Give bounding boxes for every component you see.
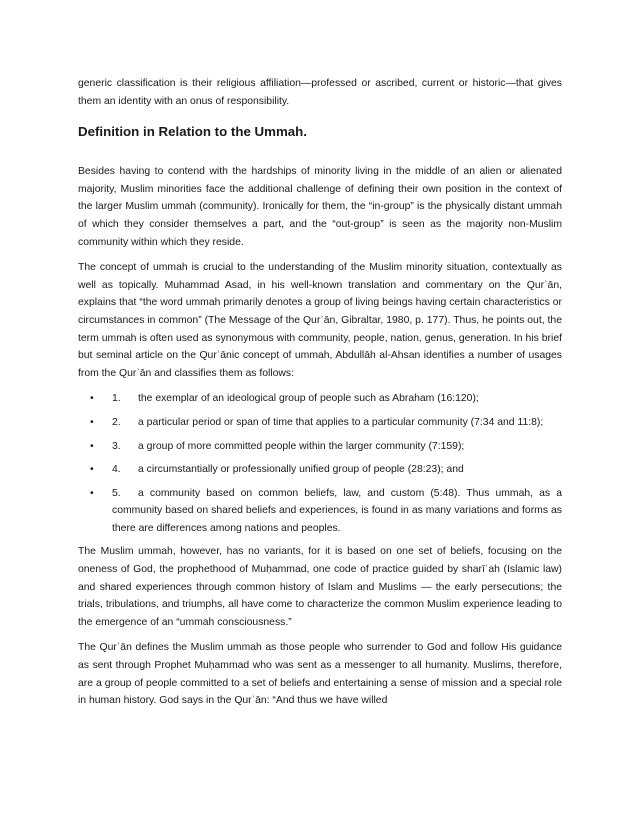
bullet-icon: • (90, 464, 94, 476)
list-item-number: 4. (112, 464, 121, 476)
list-item-number: 5. (112, 487, 121, 499)
list-item (78, 485, 562, 538)
list-item-number: 3. (112, 440, 121, 452)
document-page (78, 75, 562, 718)
intro-paragraph: generic classification is their religious affiliation—professed or ascribed, current or historic—that gives them an identity with an onus of responsibility. (78, 78, 562, 107)
usages-list (78, 390, 562, 537)
list-item-text: a group of more committed people within the larger community (7:159); (138, 440, 465, 452)
bullet-icon: • (90, 393, 94, 405)
bullet-icon: • (90, 487, 94, 499)
list-item (78, 414, 562, 432)
list-item-text: the exemplar of an ideological group of people such as Abraham (16:120); (138, 393, 479, 405)
paragraph-minority-challenge: Besides having to contend with the hardships of minority living in the middle of an alien or alienated majority, Muslim minorities face the additional challenge of defining their own position in the context of the larger Muslim ummah (community). Ironically for them, the “in-group” is the physically distant ummah of which they consider themselves a part, and the “out-group” is seen as the majority non-Muslim community within which they reside. (78, 166, 562, 248)
list-item-text: a particular period or span of time that applies to a particular community (7:34 and 11:8); (138, 416, 544, 428)
list-item-number: 2. (112, 416, 121, 428)
section-heading: Definition in Relation to the Ummah. (78, 124, 308, 140)
list-item-text: a community based on common beliefs, law, and custom (5:48). Thus ummah, as a community based on shared beliefs and experiences, is found in as many variations and forms as there are differences among nations and peoples. (112, 487, 562, 534)
paragraph-quran-definition: The Qurʾān defines the Muslim ummah as those people who surrender to God and follow His guidance as sent through Prophet Muḥammad who was sent as a messenger to all humanity. Muslims, therefore, are a group of people committed to a set of beliefs and entertaining a sense of mission and a special role in human history. God says in the Qurʾān: “And thus we have willed (78, 642, 562, 707)
bullet-icon: • (90, 440, 94, 452)
paragraph-muslim-ummah: The Muslim ummah, however, has no variants, for it is based on one set of beliefs, focusing on the oneness of God, the prophethood of Muḥammad, one code of practice guided by sharīʿah (Islamic law) and shared experiences through common history of Islam and Muslims — the early persecutions; the trials, tribulations, and triumphs, all have come to characterize the common Muslim experience leading to the emergence of an “ummah consciousness.” (78, 546, 562, 628)
list-item-text: a circumstantially or professionally unified group of people (28:23); and (138, 464, 464, 476)
list-item (78, 461, 562, 479)
list-item (78, 390, 562, 408)
list-item-number: 1. (112, 393, 121, 405)
paragraph-concept-of-ummah: The concept of ummah is crucial to the understanding of the Muslim minority situation, contextually as well as topically. Muhammad Asad, in his well-known translation and commentary on the Qurʾān, explains that “the word ummah primarily denotes a group of living beings having certain characteristics or circumstances in common” (The Message of the Qurʾān, Gibraltar, 1980, p. 177). Thus, he points out, the term ummah is often used as synonymous with community, people, nation, genus, generation. In his brief but seminal article on the Qurʾānic concept of ummah, Abdullāh al-Ahsan identifies a number of usages from the Qurʾān and classifies them as follows: (78, 262, 562, 379)
bullet-icon: • (90, 416, 94, 428)
list-item (78, 438, 562, 456)
